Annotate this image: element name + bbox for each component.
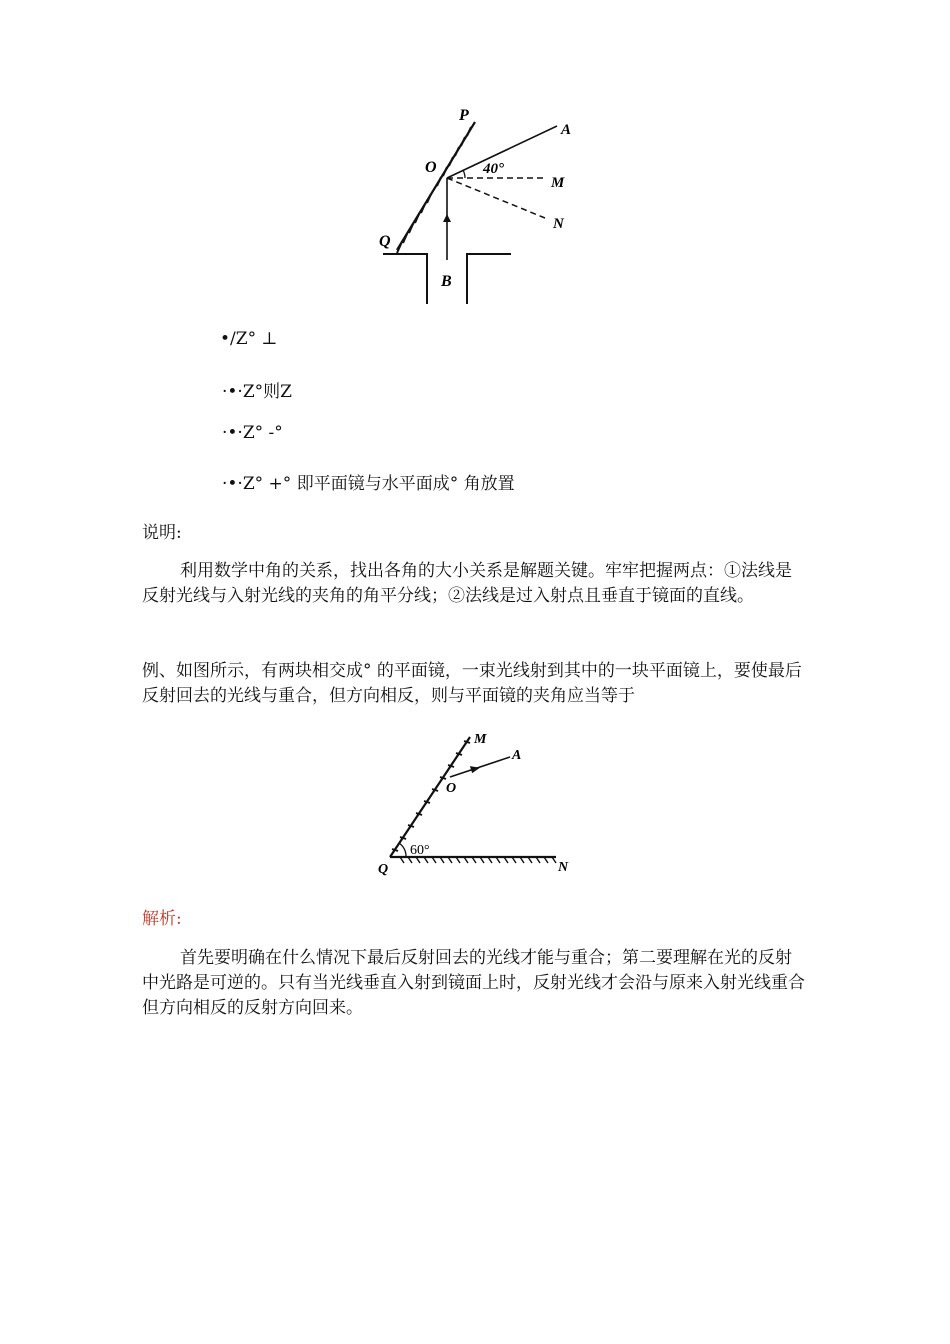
label-b: B [441, 273, 452, 290]
label-n2: N [558, 860, 569, 875]
label-m2: M [474, 732, 487, 747]
example-paragraph: 例、如图所示，有两块相交成° 的平面镜，一束光线射到其中的一块平面镜上，要使最后反射回去的光线与重合，但方向相反，则与平面镜的夹角应当等于 [142, 661, 802, 706]
label-o2: O [446, 781, 457, 796]
mirror-qm [390, 737, 470, 857]
label-angle-60: 60° [410, 843, 430, 858]
label-a2: A [512, 748, 522, 763]
step-line-3: ·•·Z° -° [222, 423, 283, 443]
note-paragraph: 利用数学中角的关系，找出各角的大小关系是解题关键。牢牢把握两点：①法线是反射光线与入射光线的夹角的角平分线；②法线是过入射点且垂直于镜面的直线。 [142, 561, 792, 606]
figure-1-reflection-diagram [375, 100, 575, 310]
label-q: Q [379, 233, 391, 250]
angle-arc-60 [399, 843, 406, 857]
step-line-4: ·•·Z° +° 即平面镜与水平面成° 角放置 [222, 474, 515, 494]
step-line-1: •/Z° ⊥ [220, 329, 278, 349]
label-m: M [551, 175, 565, 191]
label-o: O [425, 159, 437, 176]
analysis-paragraph: 首先要明确在什么情况下最后反射回去的光线才能与重合；第二要理解在光的反射中光路是可逆的。只有当光线垂直入射到镜面上时，反射光线才会沿与原来入射光线重合但方向相反的反射方向回来。 [142, 948, 805, 1018]
step-line-2: ·•·Z°则Z [222, 382, 292, 402]
label-a: A [561, 122, 572, 138]
label-q2: Q [378, 862, 389, 877]
label-n: N [553, 216, 564, 232]
label-p: P [459, 107, 469, 124]
ray-on [447, 178, 545, 218]
arrow-bo [443, 214, 451, 222]
analysis-heading: 解析: [142, 909, 182, 929]
ray-ao [450, 757, 510, 777]
angle-arc-40 [463, 170, 465, 178]
label-angle-40: 40° [483, 161, 504, 177]
figure-2-two-mirrors-diagram [370, 725, 580, 885]
note-heading: 说明: [142, 523, 182, 543]
